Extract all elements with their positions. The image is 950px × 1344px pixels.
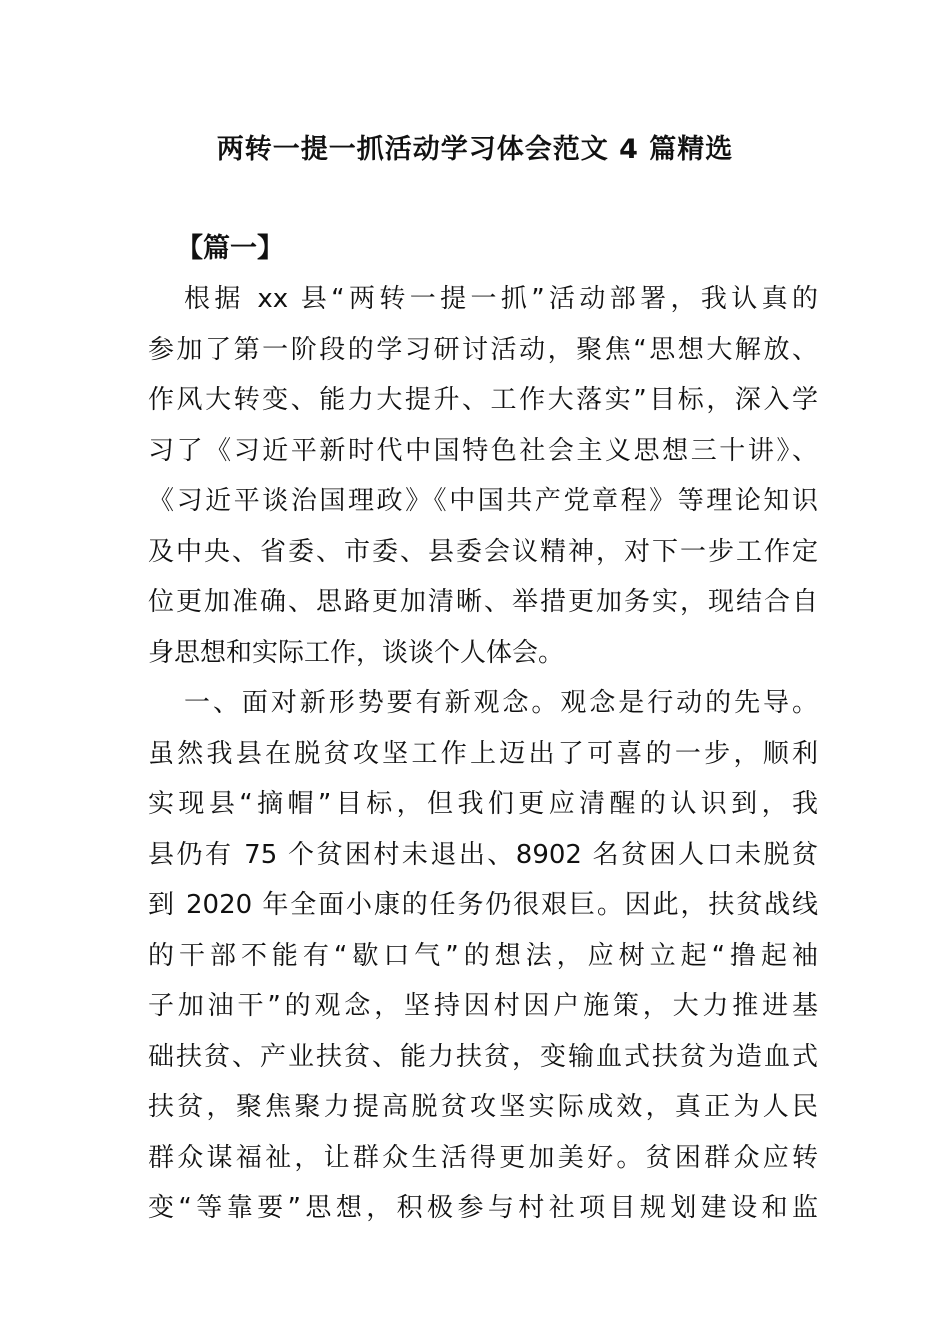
paragraph-line: 位更加准确、思路更加清晰、举措更加务实，现结合自 [148,587,818,617]
document-title: 两转一提一抓活动学习体会范文 4 篇精选 [216,134,734,165]
paragraph-line: 作风大转变、能力大提升、工作大落实”目标，深入学 [148,385,818,415]
paragraph-line: 础扶贫、产业扶贫、能力扶贫，变输血式扶贫为造血式 [148,1041,818,1072]
paragraph-line: 虽然我县在脱贫攻坚工作上迈出了可喜的一步，顺利 [148,738,818,769]
paragraph-line: 实现县“摘帽”目标，但我们更应清醒的认识到，我 [148,789,818,819]
paragraph-line: 变“等靠要”思想，积极参与村社项目规划建设和监 [148,1193,818,1223]
paragraph-line: 及中央、省委、市委、县委会议精神，对下一步工作定 [148,536,818,567]
paragraph-line: 参加了第一阶段的学习研讨活动，聚焦“思想大解放、 [148,334,818,365]
paragraph-line: 一、面对新形势要有新观念。观念是行动的先导。 [184,688,818,718]
paragraph-line: 扶贫，聚焦聚力提高脱贫攻坚实际成效，真正为人民 [148,1092,818,1122]
paragraph-line: 县仍有 75 个贫困村未退出、8902 名贫困人口未脱贫 [148,839,818,870]
paragraph-line: 到 2020 年全面小康的任务仍很艰巨。因此，扶贫战线 [148,890,818,920]
paragraph-line: 习了《习近平新时代中国特色社会主义思想三十讲》、 [148,435,818,466]
paragraph-line: 子加油干”的观念，坚持因村因户施策，大力推进基 [148,991,818,1021]
paragraph-line: 《习近平谈治国理政》《中国共产党章程》等理论知识 [148,486,818,516]
paragraph-line: 群众谋福祉，让群众生活得更加美好。贫困群众应转 [148,1142,818,1173]
section-heading: 【篇一】 [176,233,284,264]
paragraph-line: 根据 xx 县“两转一提一抓”活动部署，我认真的 [184,284,818,314]
paragraph-line: 身思想和实际工作，谈谈个人体会。 [148,637,565,668]
paragraph-line: 的干部不能有“歇口气”的想法，应树立起“撸起袖 [148,940,818,971]
body-text [148,274,818,1234]
